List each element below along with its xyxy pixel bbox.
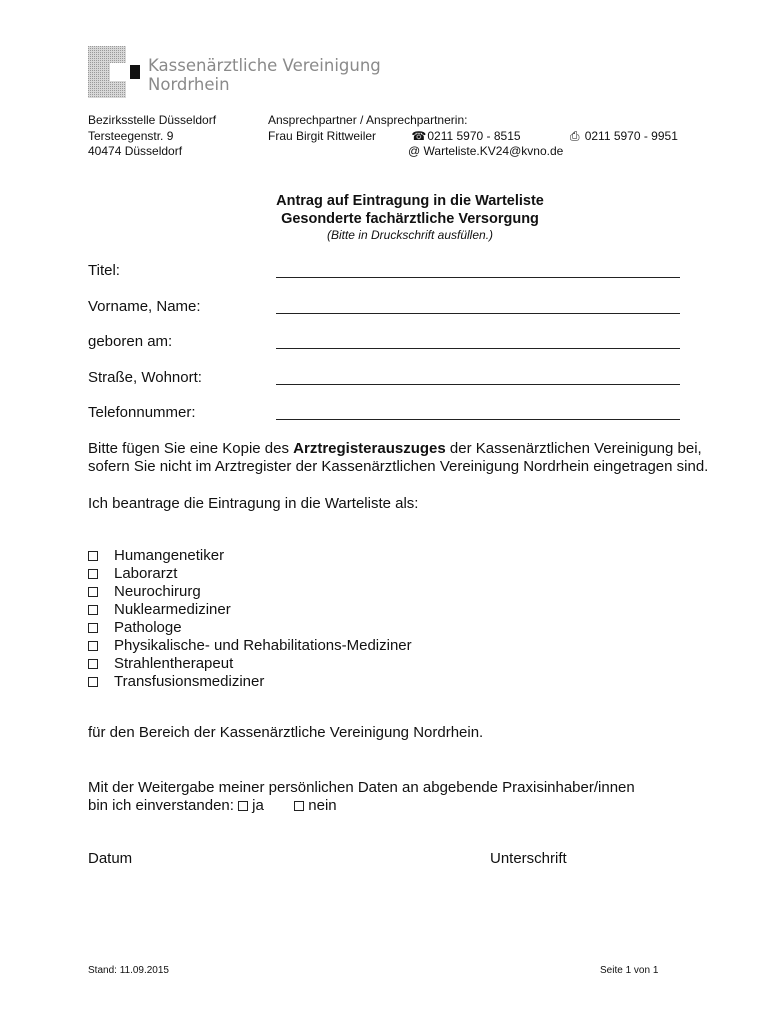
- copy-note: [88, 440, 738, 476]
- field-label-titel: Titel:: [88, 262, 120, 279]
- specialty-options: [88, 547, 412, 691]
- consent-no-checkbox[interactable]: [294, 801, 304, 811]
- form-title: [230, 192, 590, 243]
- office-name: Bezirksstelle Düsseldorf: [88, 113, 217, 127]
- request-text: Ich beantrage die Eintragung in die Warteliste als:: [88, 495, 419, 512]
- field-line-name[interactable]: [276, 313, 680, 314]
- contact-heading: Ansprechpartner / Ansprechpartnerin:: [268, 113, 468, 127]
- contact-email[interactable]: @ Warteliste.KV24@kvno.de: [408, 144, 564, 158]
- option-label: Transfusionsmediziner: [114, 673, 265, 690]
- copy-note-before: Bitte fügen Sie eine Kopie des: [88, 440, 294, 457]
- option-nuklearmediziner[interactable]: [88, 601, 412, 619]
- consent-no-label: nein: [308, 797, 337, 814]
- signature-label: Unterschrift: [490, 850, 567, 867]
- contact-person: Frau Birgit Rittweiler: [268, 128, 377, 143]
- fax-icon: ⎙: [569, 128, 580, 143]
- consent-line-2: bin ich einverstanden:: [88, 797, 234, 814]
- field-line-phone[interactable]: [276, 419, 680, 420]
- contact-email-row: [268, 144, 678, 160]
- checkbox[interactable]: [88, 641, 98, 651]
- checkbox[interactable]: [88, 659, 98, 669]
- copy-note-line-2: sofern Sie nicht im Arztregister der Kassenärztlichen Vereinigung Nordrhein eingetragen sind.: [88, 458, 709, 475]
- option-strahlentherapeut[interactable]: [88, 655, 412, 673]
- option-label: Nuklearmediziner: [114, 601, 231, 618]
- checkbox[interactable]: [88, 587, 98, 597]
- consent-yes-checkbox[interactable]: [238, 801, 248, 811]
- copy-note-bold: Arztregisterauszuges: [293, 440, 446, 457]
- title-line-2: Gesonderte fachärztliche Versorgung: [281, 211, 539, 227]
- option-label: Neurochirurg: [114, 583, 201, 600]
- option-laborarzt[interactable]: [88, 565, 412, 583]
- consent-line-1: Mit der Weitergabe meiner persönlichen Daten an abgebende Praxisinhaber/innen: [88, 779, 635, 796]
- option-neurochirurg[interactable]: [88, 583, 412, 601]
- option-label: Strahlentherapeut: [114, 655, 234, 672]
- kvno-logo-mark: [88, 46, 140, 98]
- consent-block: [88, 779, 738, 815]
- field-line-birthdate[interactable]: [276, 348, 680, 349]
- checkbox[interactable]: [88, 569, 98, 579]
- option-transfusionsmediziner[interactable]: [88, 673, 412, 691]
- field-label-name: Vorname, Name:: [88, 298, 201, 315]
- contact-fax: 0211 5970 - 9951: [584, 128, 678, 143]
- copy-note-after: der Kassenärztlichen Vereinigung bei,: [445, 440, 702, 457]
- phone-icon: ☎: [411, 128, 427, 143]
- option-label: Physikalische- und Rehabilitations-Mediziner: [114, 637, 412, 654]
- checkbox[interactable]: [88, 551, 98, 561]
- checkbox[interactable]: [88, 605, 98, 615]
- option-label: Pathologe: [114, 619, 182, 636]
- option-physikalische-rehabilitation[interactable]: [88, 637, 412, 655]
- field-line-address[interactable]: [276, 384, 680, 385]
- option-label: Humangenetiker: [114, 547, 225, 564]
- field-label-phone: Telefonnummer:: [88, 404, 196, 421]
- footer-stand: Stand: 11.09.2015: [88, 965, 169, 976]
- contact-person-row: [268, 129, 678, 145]
- contact-phone: 0211 5970 - 8515: [427, 128, 521, 143]
- kvno-logo-text: [148, 56, 381, 94]
- field-label-birthdate: geboren am:: [88, 333, 173, 350]
- field-label-address: Straße, Wohnort:: [88, 369, 202, 386]
- title-hint: (Bitte in Druckschrift ausfüllen.): [326, 228, 494, 242]
- office-city: 40474 Düsseldorf: [88, 144, 183, 158]
- checkbox[interactable]: [88, 677, 98, 687]
- date-label: Datum: [88, 850, 133, 867]
- checkbox[interactable]: [88, 623, 98, 633]
- title-line-1: Antrag auf Eintragung in die Warteliste: [276, 193, 544, 209]
- office-address: [88, 113, 216, 160]
- consent-line-2-row: [88, 797, 738, 815]
- footer-page: Seite 1 von 1: [600, 965, 659, 976]
- field-line-titel[interactable]: [276, 277, 680, 278]
- option-pathologe[interactable]: [88, 619, 412, 637]
- office-street: Tersteegenstr. 9: [88, 128, 174, 143]
- region-text: für den Bereich der Kassenärztliche Vereinigung Nordrhein.: [88, 724, 484, 741]
- logo-line-2: Nordrhein: [148, 75, 230, 94]
- logo-line-1: Kassenärztliche Vereinigung: [148, 56, 381, 75]
- option-humangenetiker[interactable]: [88, 547, 412, 565]
- consent-yes-label: ja: [252, 797, 264, 814]
- contact-block: [268, 113, 678, 160]
- option-label: Laborarzt: [114, 565, 178, 582]
